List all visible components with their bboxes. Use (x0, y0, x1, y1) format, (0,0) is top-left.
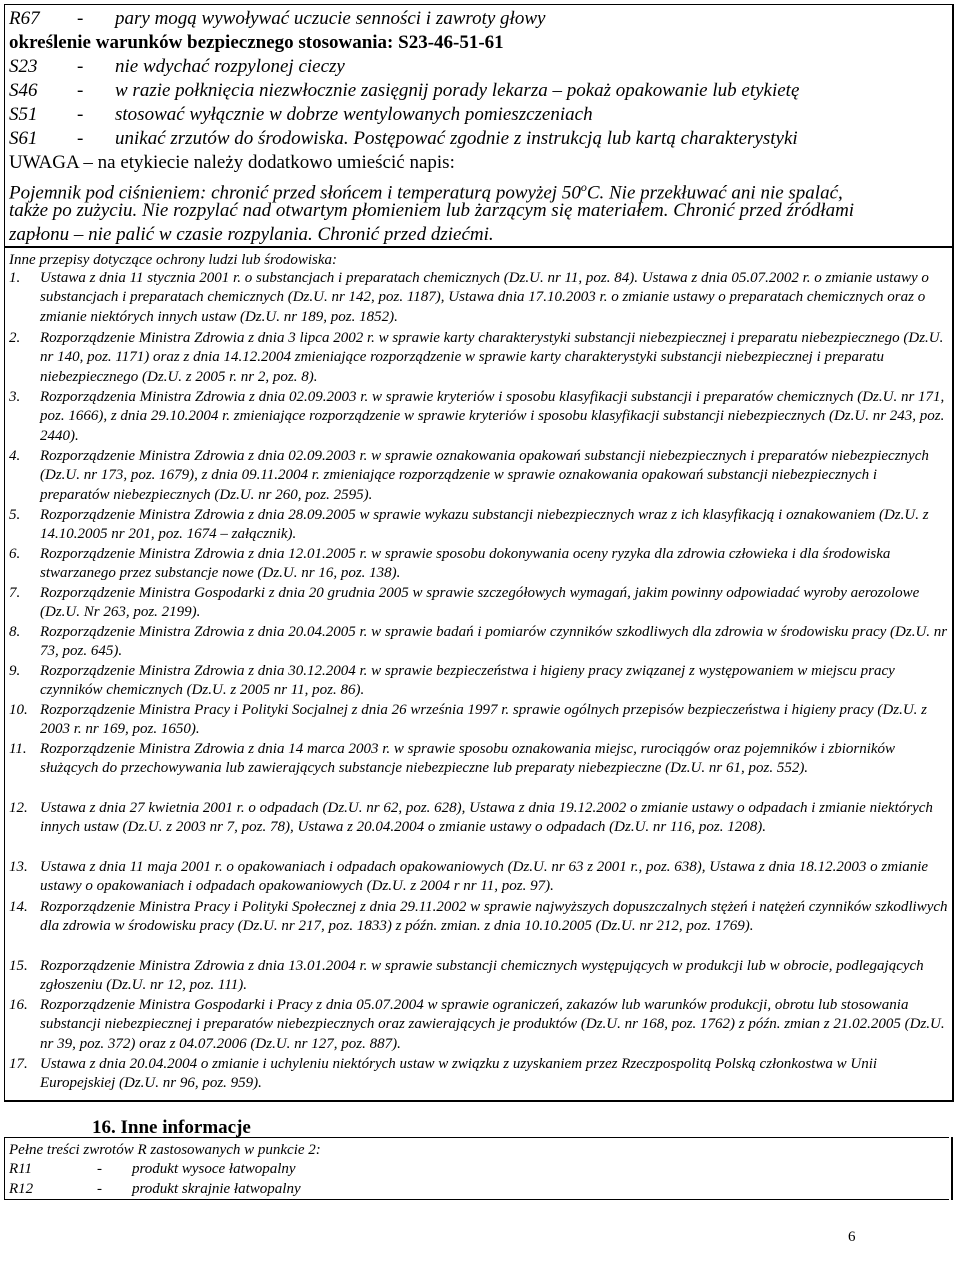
r-phrases-intro: Pełne treści zwrotów R zastosowanych w punkcie 2: (9, 1142, 321, 1158)
list-item-text: Ustawa z dnia 11 maja 2001 r. o opakowaniach i odpadach opakowaniowych (Dz.U. nr 63 z 2001 r., poz. 638), Ustawa z dnia 18.12.2003 o zmianie ustawy o opakowaniach i odpadach opakowaniowych (Dz.U. z 2004 r nr 11, poz. 97). (40, 859, 929, 895)
list-item (9, 799, 949, 838)
list-item (9, 623, 949, 662)
list-item-number: 12. (9, 800, 28, 816)
phrase-line-r67 (9, 8, 545, 30)
phrase-dash: - (77, 104, 84, 125)
label-text-line-3: zapłonu – nie palić w czasie rozpylania. Chronić przed dziećmi. (9, 224, 494, 245)
list-item (9, 662, 949, 701)
phrase-dash: - (77, 56, 84, 77)
list-item-number: 3. (9, 389, 21, 405)
phrase-code: S61 (9, 128, 38, 149)
safety-conditions-heading: określenie warunków bezpiecznego stosowania: S23-46-51-61 (9, 32, 504, 53)
label-text-part: Pojemnik pod ciśnieniem: chronić przed słońcem i temperaturą powyżej 50 (9, 182, 581, 204)
phrase-dash: - (77, 128, 84, 149)
phrase-line-s51 (9, 104, 593, 126)
list-item (9, 858, 949, 897)
phrase-dash: - (77, 80, 84, 101)
phrase-line-s61 (9, 128, 798, 150)
list-item (9, 329, 949, 387)
phrase-dash: - (97, 1181, 102, 1197)
list-item-number: 14. (9, 899, 28, 915)
list-item (9, 545, 949, 584)
list-item-number: 7. (9, 585, 21, 601)
list-item-number: 5. (9, 507, 21, 523)
r-phrase-line-r11 (9, 1160, 296, 1178)
degree-superscript: o (580, 180, 587, 194)
phrase-code: S51 (9, 104, 38, 125)
list-item-text: Rozporządzenie Ministra Pracy i Polityki Społecznej z dnia 29.11.2002 w sprawie najwyższych dopuszczalnych stężeń i natężeń czynników szkodliwych dla zdrowia w środowisku pracy (Dz.U. nr 217, poz. 1833) z późn. zmian. z dnia 10.10.2005 (Dz.U. nr 212, poz. 1769). (40, 899, 948, 935)
list-item (9, 740, 949, 779)
phrase-code: R11 (9, 1161, 33, 1177)
phrase-code: S23 (9, 56, 38, 77)
list-item-text: Rozporządzenie Ministra Zdrowia z dnia 3 lipca 2002 r. w sprawie karty charakterystyki substancji niebezpiecznej i preparatu niebezpiecznego (Dz.U. nr 140, poz. 1171) oraz z dnia 14.12.2004 zmieniające rozporządzenie w sprawie karty charakterystyki substancji niebezpiecznej i preparatu niebezpiecznego (Dz.U. z 2005 r. nr 2, poz. 8). (40, 330, 944, 385)
list-item-number: 11. (9, 741, 27, 757)
phrase-line-s23 (9, 56, 345, 78)
list-item (9, 1055, 949, 1094)
list-item-text: Rozporządzenie Ministra Gospodarki z dnia 20 grudnia 2005 w sprawie szczegółowych wymagań, jakim powinny odpowiadać wyroby aerozolowe (Dz.U. Nr 263, poz. 2199). (40, 585, 920, 621)
section-title: 16. Inne informacje (92, 1117, 251, 1138)
list-item-text: Ustawa z dnia 11 stycznia 2001 r. o substancjach i preparatach chemicznych (Dz.U. nr 11, poz. 84). Ustawa z dnia 05.07.2002 r. o zmianie ustawy o substancjach i preparatach chemicznych (Dz.U. nr 142, poz. 1187), Ustawa dnia 17.10.2003 r. o zmianie ustawy o preparatach chemicznych oraz o zmianie niektórych innych ustaw (Dz.U. nr 189, poz. 1852). (40, 270, 929, 325)
phrase-dash: - (97, 1161, 102, 1177)
list-item (9, 996, 949, 1054)
list-item (9, 388, 949, 446)
list-item (9, 898, 949, 937)
list-item-text: Ustawa z dnia 20.04.2004 o zmianie i uchyleniu niektórych ustaw w związku z uzyskaniem przez Rzeczpospolitą Polską członkostwa w Unii Europejskiej (Dz.U. nr 96, poz. 959). (40, 1056, 878, 1092)
phrase-text: unikać zrzutów do środowiska. Postępować zgodnie z instrukcją lub kartą charakterystyki (115, 128, 798, 149)
r-phrase-line-r12 (9, 1180, 301, 1198)
label-text-part: C. Nie przekłuwać ani nie spalać, (586, 182, 843, 204)
other-info-box-right-border (951, 1137, 953, 1200)
list-item-text: Rozporządzenie Ministra Zdrowia z dnia 14 marca 2003 r. w sprawie sposobu oznakowania miejsc, rurociągów oraz pojemników i zbiorników służących do przechowywania lub zawierających substancje niebezpieczne lub preparaty niebezpieczne (Dz.U. nr 61, poz. 552). (40, 741, 896, 777)
list-item-number: 17. (9, 1056, 28, 1072)
list-item-number: 8. (9, 624, 21, 640)
list-item-number: 1. (9, 270, 21, 286)
phrase-code: R67 (9, 8, 40, 29)
page-number: 6 (848, 1229, 856, 1245)
list-item-text: Rozporządzenie Ministra Zdrowia z dnia 28.09.2005 w sprawie wykazu substancji niebezpiecznych wraz z ich klasyfikacją i oznakowaniem (Dz.U. z 14.10.2005 nr 201, poz. 1674 – załącznik). (40, 507, 929, 543)
list-item-number: 9. (9, 663, 21, 679)
list-item-number: 4. (9, 448, 21, 464)
list-item-text: Rozporządzenie Ministra Gospodarki i Pracy z dnia 05.07.2004 w sprawie ograniczeń, zakazów lub warunków produkcji, obrotu lub stosowania substancji niebezpiecznej i preparatów niebezpiecznych oraz zawierających je produktów (Dz.U. nr 168, poz. 1762) z późn. zmian z 21.02.2005 (Dz.U. nr 39, poz. 372) oraz z 04.07.2006 (Dz.U. nr 127, poz. 887). (40, 997, 945, 1052)
phrase-text: produkt skrajnie łatwopalny (132, 1181, 301, 1197)
phrase-line-s46 (9, 80, 799, 102)
list-item-text: Rozporządzenie Ministra Zdrowia z dnia 20.04.2005 r. w sprawie badań i pomiarów czynników szkodliwych dla zdrowia w środowisku pracy (Dz.U. nr 73, poz. 645). (40, 624, 948, 660)
list-item-text: Rozporządzenie Ministra Zdrowia z dnia 02.09.2003 r. w sprawie oznakowania opakowań substancji niebezpiecznych i preparatów niebezpiecznych (Dz.U. nr 173, poz. 1679), z dnia 09.11.2004 r. zmieniające rozporządzenie w sprawie oznakowania opakowań substancji niebezpiecznych i preparatów niebezpiecznych (Dz.U. nr 260, poz. 2595). (40, 448, 929, 503)
list-item (9, 269, 949, 327)
list-item-text: Rozporządzenie Ministra Zdrowia z dnia 13.01.2004 r. w sprawie substancji chemicznych występujących w produkcji lub w obrocie, podlegających zgłoszeniu (Dz.U. nr 12, poz. 111). (40, 958, 924, 994)
label-text-line-2: także po zużyciu. Nie rozpylać nad otwartym płomieniem lub żarzącym się materiałem. Chronić przed źródłami (9, 200, 855, 221)
list-item (9, 584, 949, 623)
list-item-number: 6. (9, 546, 21, 562)
list-item-number: 10. (9, 702, 28, 718)
phrase-text: pary mogą wywoływać uczucie senności i zawroty głowy (115, 8, 546, 29)
phrase-dash: - (77, 8, 84, 29)
label-warning-line: UWAGA – na etykiecie należy dodatkowo umieścić napis: (9, 152, 455, 173)
phrase-text: nie wdychać rozpylonej cieczy (115, 56, 345, 77)
list-item-number: 16. (9, 997, 28, 1013)
list-item-text: Rozporządzenia Ministra Zdrowia z dnia 02.09.2003 r. w sprawie kryteriów i sposobu klasyfikacji substancji i preparatów chemicznych (Dz.U. nr 171, poz. 1666), z dnia 29.10.2004 r. zmieniające rozporządzenie w sprawie kryteriów i sposobu klasyfikacji substancji niebezpiecznych (Dz.U. nr 243, poz. 2440). (40, 389, 945, 444)
list-item-text: Rozporządzenie Ministra Zdrowia z dnia 12.01.2005 r. w sprawie sposobu dokonywania oceny ryzyka dla zdrowia człowieka i dla środowiska stwarzanego przez substancje nowe (Dz.U. nr 16, poz. 138). (40, 546, 891, 582)
phrase-text: stosować wyłącznie w dobrze wentylowanych pomieszczeniach (115, 104, 593, 125)
list-item-number: 13. (9, 859, 28, 875)
phrase-code: R12 (9, 1181, 34, 1197)
list-item-text: Rozporządzenie Ministra Pracy i Polityki Socjalnej z dnia 26 września 1997 r. sprawie ogólnych przepisów bezpieczeństwa i higieny pracy (Dz.U. z 2003 r. nr 169, poz. 1650). (40, 702, 928, 738)
phrase-text: produkt wysoce łatwopalny (132, 1161, 296, 1177)
phrase-code: S46 (9, 80, 38, 101)
list-item-number: 2. (9, 330, 21, 346)
list-item-text: Rozporządzenie Ministra Zdrowia z dnia 30.12.2004 r. w sprawie bezpieczeństwa i higieny pracy związanej z występowaniem w miejscu pracy czynników chemicznych (Dz.U. z 2005 nr 11, poz. 86). (40, 663, 895, 699)
list-item (9, 447, 949, 505)
list-item (9, 506, 949, 545)
list-item (9, 701, 949, 740)
phrase-text: w razie połknięcia niezwłocznie zasięgnij porady lekarza – pokaż opakowanie lub etykietę (115, 80, 800, 101)
list-item-number: 15. (9, 958, 28, 974)
list-item-text: Ustawa z dnia 27 kwietnia 2001 r. o odpadach (Dz.U. nr 62, poz. 628), Ustawa z dnia 19.12.2002 o zmianie ustawy o odpadach i zmianie niektórych innych ustaw (Dz.U. z 2003 nr 7, poz. 78), Ustawa z 20.04.2004 o zmianie ustawy o odpadach (Dz.U. nr 116, poz. 1208). (40, 800, 933, 836)
regulations-heading: Inne przepisy dotyczące ochrony ludzi lub środowiska: (9, 252, 338, 268)
list-item (9, 957, 949, 996)
